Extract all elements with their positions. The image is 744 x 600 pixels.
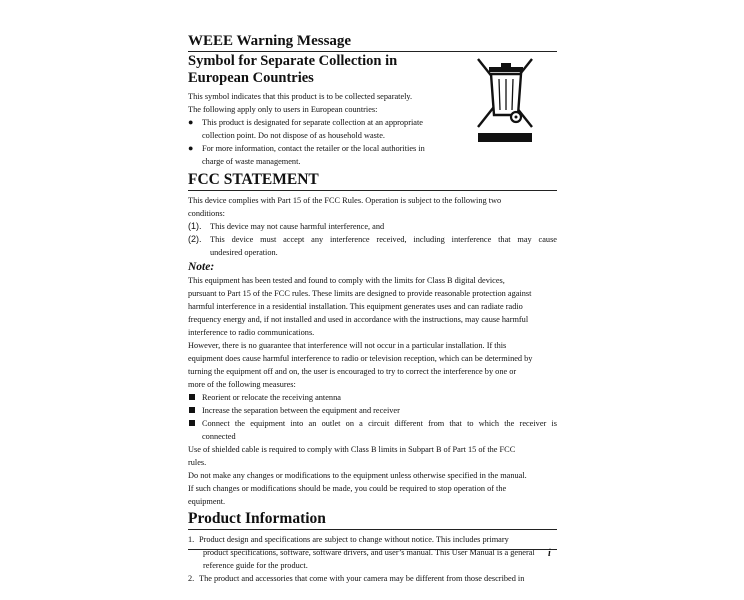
note-line: This equipment has been tested and found to comply with the limits for Class B digital devices, — [188, 276, 505, 285]
weee-section — [188, 53, 557, 168]
weee-bullet-text: For more information, contact the retailer or the local authorities in — [202, 144, 425, 153]
note-body — [188, 274, 557, 391]
weee-bullet-text-cont: collection point. Do not dispose of as household waste. — [202, 131, 385, 140]
fcc-intro-line: conditions: — [188, 209, 225, 218]
note-label: Note: — [188, 261, 215, 273]
note-line: frequency energy and, if not installed and used in accordance with the instructions, may cause harmful — [188, 315, 529, 324]
item-line: The product and accessories that come with your camera may be different from those described in — [199, 574, 525, 583]
item-number: 2. — [188, 574, 195, 583]
footer-rule — [188, 549, 557, 550]
measure-item — [188, 404, 557, 417]
condition-text: This device may not cause harmful interference, and — [210, 222, 385, 231]
measure-text: Reorient or relocate the receiving antenna — [202, 393, 341, 402]
weee-subtitle-line1: Symbol for Separate Collection in — [188, 53, 398, 69]
product-info-item — [188, 533, 557, 572]
weee-bullet — [188, 116, 448, 129]
bullet-dot-icon: ● — [188, 117, 194, 127]
fcc-intro-line: This device complies with Part 15 of the FCC Rules. Operation is subject to the following two — [188, 196, 502, 205]
weee-bullet-text-cont: charge of waste management. — [202, 157, 301, 166]
measure-text: Connect the equipment into an outlet on a circuit different from that to which the receiver is — [202, 419, 557, 428]
measure-item — [188, 391, 557, 404]
weee-title: WEEE Warning Message — [188, 32, 557, 52]
square-bullet-icon — [188, 404, 202, 417]
measure-text: Increase the separation between the equipment and receiver — [202, 406, 400, 415]
fcc-condition — [188, 233, 557, 246]
wheeled-bin-symbol — [474, 53, 536, 131]
note-line: equipment does cause harmful interference to radio or television reception, which can be determined by — [188, 354, 533, 363]
page-number: i — [548, 548, 551, 559]
condition-text-cont: undesired operation. — [210, 248, 278, 257]
item-line: Product design and specifications are subject to change without notice. This includes primary — [199, 535, 509, 544]
fcc-title: FCC STATEMENT — [188, 171, 557, 191]
fcc-after-line: equipment. — [188, 497, 226, 506]
fcc-after-line: rules. — [188, 458, 207, 467]
product-info-title: Product Information — [188, 510, 557, 530]
weee-paragraph-1: This symbol indicates that this product is to be collected separately. — [188, 92, 413, 101]
square-bullet-icon — [188, 391, 202, 404]
crossed-out-wheeled-bin-icon — [474, 53, 536, 142]
item-number: 1. — [188, 535, 195, 544]
measure-item — [188, 417, 557, 430]
item-line: reference guide for the product. — [203, 561, 308, 570]
condition-text: This device must accept any interference received, including interference that may cause — [210, 235, 557, 244]
square-bullet-icon — [188, 417, 202, 430]
weee-bullet-text: This product is designated for separate collection at an appropriate — [202, 118, 423, 127]
measure-text-cont: connected — [202, 432, 236, 441]
note-line: more of the following measures: — [188, 380, 296, 389]
condition-number: (1). — [188, 221, 202, 231]
weee-paragraph-2: The following apply only to users in European countries: — [188, 105, 378, 114]
bullet-dot-icon: ● — [188, 143, 194, 153]
note-line: interference to radio communications. — [188, 328, 315, 337]
fcc-after-line: If such changes or modifications should be made, you could be required to stop operation of the — [188, 484, 507, 493]
note-line: pursuant to Part 15 of the FCC rules. These limits are designed to provide reasonable protection against — [188, 289, 532, 298]
weee-subtitle-line2: European Countries — [188, 70, 314, 86]
document-page — [188, 32, 557, 585]
note-line: However, there is no guarantee that interference will not occur in a particular installation. If this — [188, 341, 507, 350]
fcc-after-line: Do not make any changes or modifications to the equipment unless otherwise specified in the manual. — [188, 471, 527, 480]
item-line: product specifications, software, software drivers, and user’s manual. This User Manual is a general — [203, 548, 535, 557]
condition-number: (2). — [188, 234, 202, 244]
fcc-after-line: Use of shielded cable is required to comply with Class B limits in Subpart B of Part 15 of the FCC — [188, 445, 516, 454]
bin-underline-bar — [478, 133, 532, 142]
note-line: turning the equipment off and on, the user is encouraged to try to correct the interference by one or — [188, 367, 517, 376]
fcc-condition — [188, 220, 557, 233]
note-line: harmful interference in a residential installation. This equipment generates uses and can radiate radio — [188, 302, 523, 311]
weee-bullet — [188, 142, 448, 155]
product-info-item — [188, 572, 557, 585]
